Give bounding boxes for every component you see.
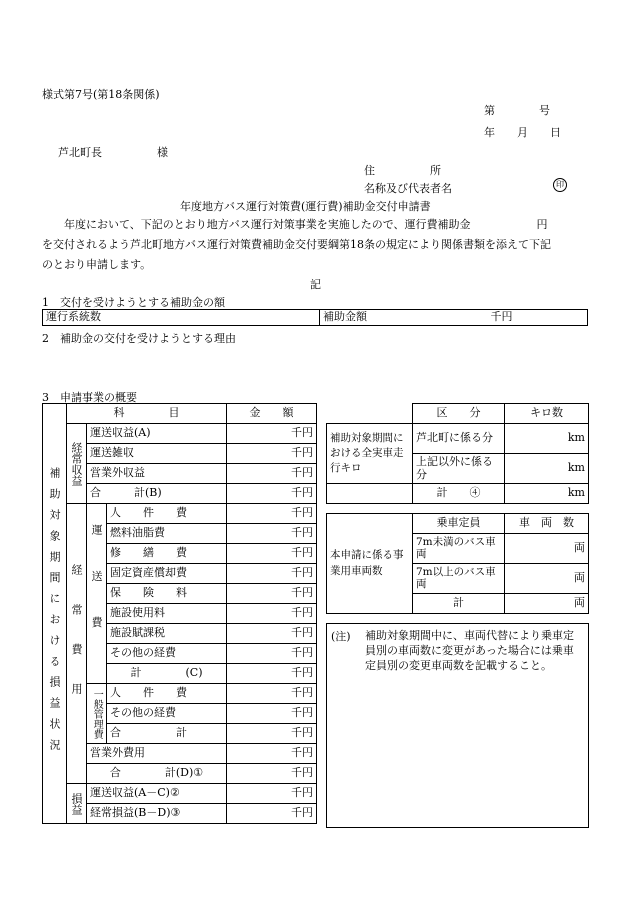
profit-loss-table [42, 403, 317, 824]
unit-cell: 千円 [227, 564, 317, 584]
unit-cell: 千円 [227, 764, 317, 784]
section2-heading: 2 補助金の交付を受けようとする理由 [42, 332, 236, 345]
row-revenue-total: 合 計(B) [87, 484, 227, 504]
blank-cell [327, 404, 413, 424]
body-line-1: 年度において、下記のとおり地方バス運行対策事業を実施したので、運行費補助金 円 [64, 218, 548, 231]
unit-cell: 千円 [227, 684, 317, 704]
unit-cell: 千円 [227, 704, 317, 724]
km-unit: km [505, 424, 589, 454]
number-field: 第 号 [484, 104, 550, 117]
subsidy-amount-cell: 補助金額 千円 [320, 310, 588, 326]
side-label: 補助対象期間における損益状況 [43, 404, 67, 824]
unit-cell: 千円 [227, 784, 317, 804]
op-item-6: 施設賦課税 [107, 624, 227, 644]
revenue-group-label: 経常収益 [67, 424, 87, 504]
admin-item-1: その他の経費 [107, 704, 227, 724]
vehicle-unit: 両 [505, 534, 589, 564]
vehicles-row1: 7m未満のバス車両 [413, 534, 505, 564]
distance-row2: 上記以外に係る分 [413, 454, 505, 484]
admin-total: 合 計 [107, 724, 227, 744]
seal-icon: 印 [553, 178, 567, 192]
pl-ordinary: 経常損益(B－D)③ [87, 804, 227, 824]
pl-transport: 運送収益(A－C)② [87, 784, 227, 804]
vehicle-unit: 両 [505, 594, 589, 614]
unit-cell: 千円 [227, 424, 317, 444]
unit-cell: 千円 [227, 584, 317, 604]
unit-cell: 千円 [227, 724, 317, 744]
vehicle-unit: 両 [505, 564, 589, 594]
representative-label: 名称及び代表者名 [364, 182, 452, 195]
route-count-label: 運行系統数 [43, 310, 320, 326]
unit-cell: 千円 [227, 664, 317, 684]
op-total: 計 (C) [107, 664, 227, 684]
op-item-1: 燃料油脂費 [107, 524, 227, 544]
transport-group-label: 運送費 [87, 504, 107, 684]
unit-cell: 千円 [227, 444, 317, 464]
col-km-header: キロ数 [505, 404, 589, 424]
unit-cell: 千円 [227, 464, 317, 484]
form-id: 様式第7号(第18条関係) [42, 88, 160, 101]
note-text: 補助対象期間中に、車両代替により乗車定員別の車両数に変更があった場合には乗車定員別の変更車両数を記載すること。 [365, 629, 574, 672]
distance-row-label: 補助対象期間における全実車走行キロ [327, 424, 413, 484]
vehicles-table [326, 513, 589, 614]
expense-group-label: 経常費用 [67, 504, 87, 784]
distance-total: 計 ④ [413, 484, 505, 504]
page-title: 年度地方バス運行対策費(運行費)補助金交付申請書 [180, 200, 431, 213]
col-count-header: 車 両 数 [505, 514, 589, 534]
vehicles-total: 計 [413, 594, 505, 614]
col-capacity-header: 乗車定員 [413, 514, 505, 534]
admin-item-0: 人 件 費 [107, 684, 227, 704]
unit-cell: 千円 [227, 524, 317, 544]
km-unit: km [505, 454, 589, 484]
op-item-0: 人 件 費 [107, 504, 227, 524]
distance-row1: 芦北町に係る分 [413, 424, 505, 454]
vehicles-row-label: 本申請に係る事業用車両数 [327, 514, 413, 614]
col-item-header: 科 目 [67, 404, 227, 424]
op-item-2: 修 繕 費 [107, 544, 227, 564]
note-box [326, 623, 589, 828]
vehicles-row2: 7m以上のバス車両 [413, 564, 505, 594]
unit-cell: 千円 [227, 604, 317, 624]
blank-cell [327, 484, 413, 504]
op-item-3: 固定資産償却費 [107, 564, 227, 584]
body-line-3: のとおり申請します。 [42, 258, 152, 271]
unit-cell: 千円 [227, 644, 317, 664]
unit-cell: 千円 [227, 744, 317, 764]
unit-cell: 千円 [227, 624, 317, 644]
col-section-header: 区 分 [413, 404, 505, 424]
section3-heading: 3 申請事業の概要 [42, 391, 137, 404]
date-field: 年 月 日 [484, 126, 561, 139]
section1-heading: 1 交付を受けようとする補助金の額 [42, 296, 225, 309]
expense-total: 合 計(D)① [87, 764, 227, 784]
subsidy-amount-table [42, 309, 588, 326]
op-item-5: 施設使用料 [107, 604, 227, 624]
unit-cell: 千円 [227, 504, 317, 524]
op-item-4: 保 険 料 [107, 584, 227, 604]
address-label: 住 所 [364, 164, 441, 177]
km-unit: km [505, 484, 589, 504]
admin-group-label: 一般管理費 [87, 684, 107, 744]
op-item-7: その他の経費 [107, 644, 227, 664]
addressee: 芦北町長 様 [58, 146, 168, 159]
row-nonop-revenue: 営業外収益 [87, 464, 227, 484]
body-line-2: を交付されるよう芦北町地方バス運行対策費補助金交付要綱第18条の規定により関係書類を添えて下記 [42, 238, 551, 251]
col-amount-header: 金 額 [227, 404, 317, 424]
unit-cell: 千円 [227, 484, 317, 504]
distance-table [326, 403, 589, 504]
nonop-expense: 営業外費用 [87, 744, 227, 764]
note-label: (注) [331, 630, 351, 643]
pl-group-label: 損益 [67, 784, 87, 824]
unit-cell: 千円 [227, 544, 317, 564]
row-misc-revenue: 運送雑収 [87, 444, 227, 464]
unit-cell: 千円 [227, 804, 317, 824]
ki-label: 記 [310, 278, 321, 291]
row-fare-revenue: 運送収益(A) [87, 424, 227, 444]
